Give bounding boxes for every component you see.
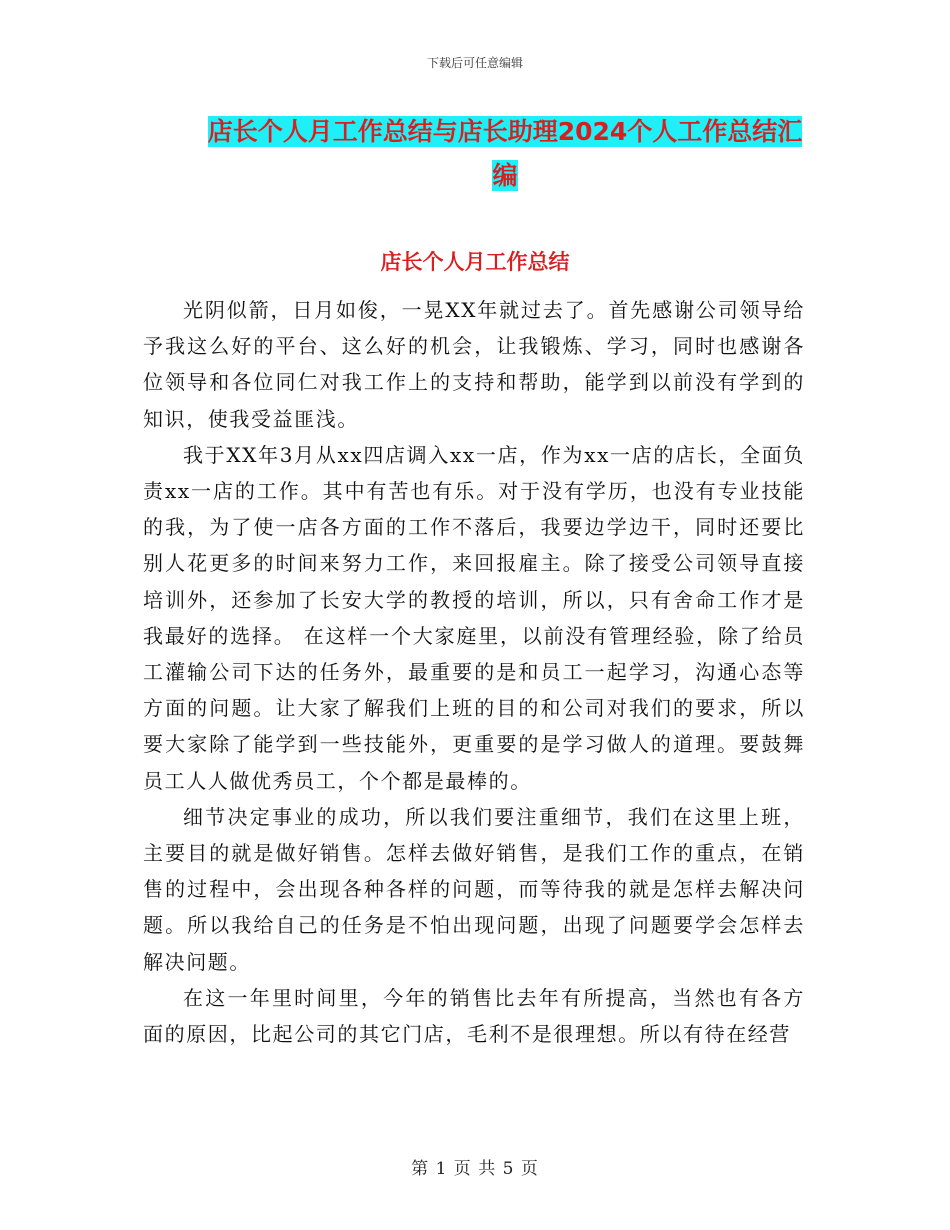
document-title-line1: 店长个人月工作总结与店长助理2024个人工作总结汇 (207, 117, 803, 146)
paragraph: 我于XX年3月从xx四店调入xx一店，作为xx一店的店长，全面负责xx一店的工作。其中有苦也有乐。对于没有学历，也没有专业技能的我，为了使一店各方面的工作不落后，我要边学边干，同时还要比别人花更多的时间来努力工作，来回报雇主。除了接受公司领导直接培训外，还参加了长安大学的教授的培训，所以，只有舍命工作才是我最好的选择。 在这样一个大家庭里，以前没有管理经验，除了给员工灌输公司下达的任务外，最重要的是和员工一起学习，沟通心态等方面的问题。让大家了解我们上班的目的和公司对我们的要求，所以要大家除了能学到一些技能外，更重要的是学习做人的道理。要鼓舞员工人人做优秀员工，个个都是最棒的。 (143, 442, 805, 793)
paragraph: 在这一年里时间里，今年的销售比去年有所提高，当然也有各方面的原因，比起公司的其它门店，毛利不是很理想。所以有待在经营 (143, 985, 805, 1047)
paragraph: 细节决定事业的成功，所以我们要注重细节，我们在这里上班，主要目的就是做好销售。怎样去做好销售，是我们工作的重点，在销售的过程中，会出现各种各样的问题，而等待我的就是怎样去解决问题。所以我给自己的任务是不怕出现问题，出现了问题要学会怎样去解决问题。 (143, 804, 805, 974)
paragraph: 光阴似箭，日月如俊，一晃XX年就过去了。首先感谢公司领导给予我这么好的平台、这么好的机会，让我锻炼、学习，同时也感谢各位领导和各位同仁对我工作上的支持和帮助，能学到以前没有学到的知识，使我受益匪浅。 (143, 298, 805, 431)
document-title-line2: 编 (492, 161, 518, 190)
header-note: 下载后可任意编辑 (426, 56, 523, 70)
body-text (143, 292, 805, 1052)
section-title: 店长个人月工作总结 (380, 250, 570, 274)
document-title (160, 110, 850, 198)
page-footer: 第 1 页 共 5 页 (411, 1159, 539, 1179)
